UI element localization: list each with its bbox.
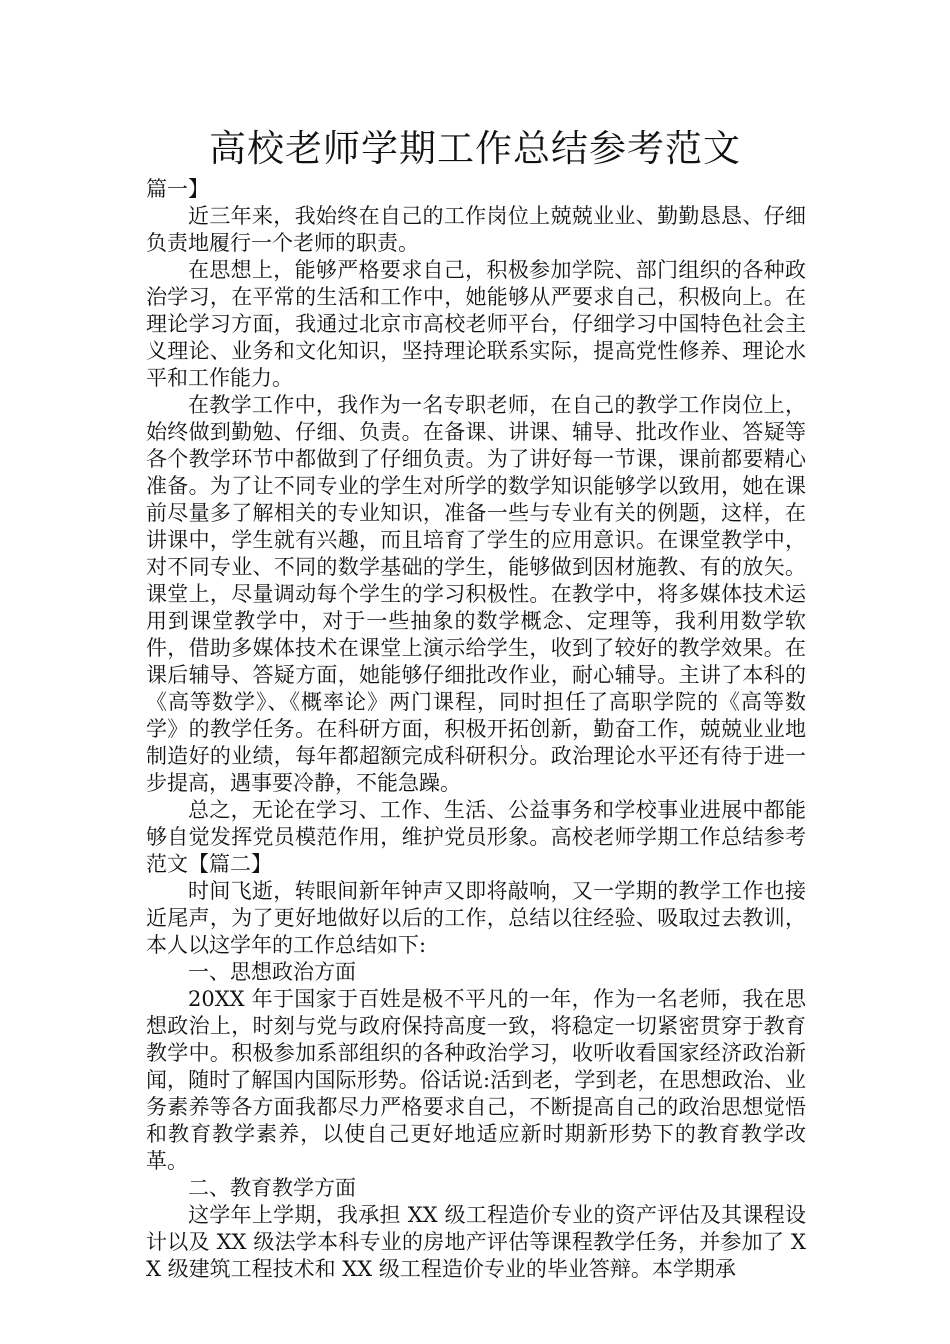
document-title: 高校老师学期工作总结参考范文 (209, 127, 741, 170)
paragraph: 20XX 年于国家于百姓是极不平凡的一年，作为一名老师，我在思想政治上，时刻与党与政府保持高度一致，将稳定一切紧密贯穿于教育教学中。积极参加系部组织的各种政治学习，收听收看国家经济政治新闻，随时了解国内国际形势。俗话说:活到老，学到老，在思想政治、业务素养等各方面我都尽力严格要求自己，不断提高自己的政治思想觉悟和教育教学素养，以使自己更好地适应新时期新形势下的教育教学改革。 (146, 987, 806, 1173)
paragraph: 在思想上，能够严格要求自己，积极参加学院、部门组织的各种政治学习，在平常的生活和工作中，她能够从严要求自己，积极向上。在理论学习方面，我通过北京市高校老师平台，仔细学习中国特色社会主义理论、业务和文化知识，坚持理论联系实际，提高党性修养、理论水平和工作能力。 (146, 258, 806, 390)
paragraph: 一、思想政治方面 (188, 960, 356, 984)
paragraph: 近三年来，我始终在自己的工作岗位上兢兢业业、勤勤恳恳、仔细负责地履行一个老师的职责。 (146, 204, 806, 255)
paragraph: 篇一】 (146, 177, 209, 201)
paragraph: 这学年上学期，我承担 XX 级工程造价专业的资产评估及其课程设计以及 XX 级法学本科专业的房地产评估等课程教学任务，并参加了 XX 级建筑工程技术和 XX 级工程造价专业的毕业答辩。本学期承 (146, 1203, 806, 1281)
paragraph: 总之，无论在学习、工作、生活、公益事务和学校事业进展中都能够自觉发挥党员模范作用，维护党员形象。高校老师学期工作总结参考范文【篇二】 (146, 798, 806, 876)
document-body (146, 176, 806, 1283)
paragraph: 二、教育教学方面 (188, 1176, 356, 1200)
paragraph: 时间飞逝，转眼间新年钟声又即将敲响，又一学期的教学工作也接近尾声，为了更好地做好以后的工作，总结以往经验、吸取过去教训，本人以这学年的工作总结如下: (146, 879, 806, 957)
paragraph: 在教学工作中，我作为一名专职老师，在自己的教学工作岗位上，始终做到勤勉、仔细、负责。在备课、讲课、辅导、批改作业、答疑等各个教学环节中都做到了仔细负责。为了讲好每一节课，课前都要精心准备。为了让不同专业的学生对所学的数学知识能够学以致用，她在课前尽量多了解相关的专业知识，准备一些与专业有关的例题，这样，在讲课中，学生就有兴趣，而且培育了学生的应用意识。在课堂教学中，对不同专业、不同的数学基础的学生，能够做到因材施教、有的放矢。课堂上，尽量调动每个学生的学习积极性。在教学中，将多媒体技术运用到课堂教学中，对于一些抽象的数学概念、定理等，我利用数学软件，借助多媒体技术在课堂上演示给学生，收到了较好的教学效果。在课后辅导、答疑方面，她能够仔细批改作业，耐心辅导。主讲了本科的《高等数学》、《概率论》两门课程，同时担任了高职学院的《高等数学》的教学任务。在科研方面，积极开拓创新，勤奋工作，兢兢业业地制造好的业绩，每年都超额完成科研积分。政治理论水平还有待于进一步提高，遇事要冷静，不能急躁。 (146, 393, 806, 795)
